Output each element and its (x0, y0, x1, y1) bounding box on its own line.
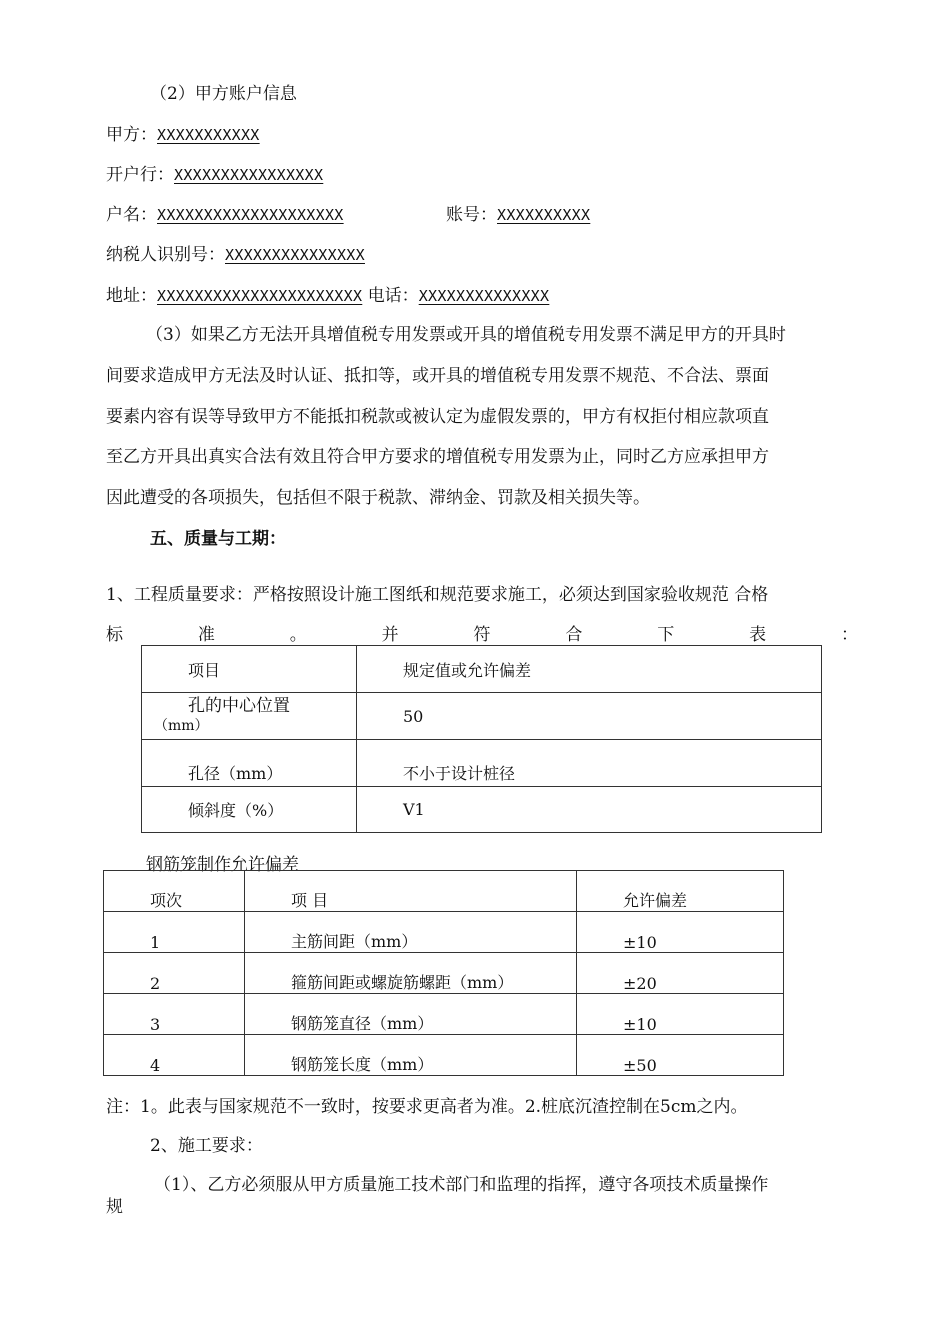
clause3-line5: 因此遭受的各项损失，包括但不限于税款、滞纳金、罚款及相关损失等。 (106, 488, 650, 508)
table-row (104, 994, 784, 1035)
tax-id-line (106, 240, 365, 265)
party-a-line (106, 120, 260, 145)
table-cell: 3 (104, 994, 245, 1035)
tax-id-label: 纳税人识别号： (106, 245, 225, 265)
table-cell: 钢筋笼长度（mm） (245, 1035, 577, 1076)
quality-char: 合 (565, 625, 583, 645)
table-note: 注：1。此表与国家规范不一致时，按要求更高者为准。2.桩底沉渣控制在5cm之内。 (106, 1097, 748, 1117)
quality-char: 下 (657, 625, 675, 645)
clause3-line3: 要素内容有误等导致甲方不能抵扣税款或被认定为虚假发票的，甲方有权拒付相应款项直 (106, 407, 769, 427)
table-cell: ±50 (577, 1035, 784, 1076)
quality-char: 。 (289, 625, 307, 645)
table-cell: 主筋间距（mm） (245, 912, 577, 953)
table-row (104, 912, 784, 953)
table-cell: ±10 (577, 994, 784, 1035)
clause3-line1: （3）如果乙方无法开具增值税专用发票或开具的增值税专用发票不满足甲方的开具时 (146, 325, 786, 345)
table-header-cell: 规定值或允许偏差 (357, 646, 822, 693)
bank-label: 开户行： (106, 165, 174, 185)
account-heading: （2）甲方账户信息 (150, 84, 297, 104)
table-header-cell: 项 目 (245, 871, 577, 912)
table-cell: 50 (357, 693, 822, 740)
table-row (104, 953, 784, 994)
quality-char: 符 (473, 625, 491, 645)
quality-line2 (106, 620, 858, 645)
table-row (142, 693, 822, 740)
section5-title: 五、质量与工期： (150, 529, 286, 549)
table-header-row (104, 871, 784, 912)
party-a-value: XXXXXXXXXXX (157, 126, 260, 144)
clause3-line2: 间要求造成甲方无法及时认证、抵扣等，或开具的增值税专用发票不规范、不合法、票面 (106, 366, 769, 386)
table-cell: 箍筋间距或螺旋筋螺距（mm） (245, 953, 577, 994)
quality-char: 准 (197, 625, 215, 645)
table-row (142, 787, 822, 833)
address-label: 地址： (106, 286, 157, 306)
table-cell: 孔径（mm） (142, 740, 357, 787)
quality-char: 标 (106, 625, 123, 645)
table-header-cell: 允许偏差 (577, 871, 784, 912)
party-a-label: 甲方： (106, 125, 157, 145)
table-cell: 不小于设计桩径 (357, 740, 822, 787)
account-name-value: XXXXXXXXXXXXXXXXXXXX (157, 206, 344, 224)
table-header-row (142, 646, 822, 693)
bank-line (106, 160, 323, 185)
table-header-cell: 项次 (104, 871, 245, 912)
quality-char: 表 (749, 625, 767, 645)
clause3-line4: 至乙方开具出真实合法有效且符合甲方要求的增值税专用发票为止，同时乙方应承担甲方 (106, 447, 769, 467)
table-cell: ±10 (577, 912, 784, 953)
requirement1-line1: （1）、乙方必须服从甲方质量施工技术部门和监理的指挥，遵守各项技术质量操作 (154, 1175, 769, 1195)
table-cell: 倾斜度（%） (142, 787, 357, 833)
table-cell: V1 (357, 787, 822, 833)
bank-value: XXXXXXXXXXXXXXXX (174, 166, 324, 184)
account-number-value: XXXXXXXXXX (497, 206, 591, 224)
table-row (142, 740, 822, 787)
address-line (106, 281, 549, 306)
table-cell: 4 (104, 1035, 245, 1076)
table-cell: 1 (104, 912, 245, 953)
phone-label: 电话： (367, 286, 419, 306)
table-cell-line: 孔的中心位置 (188, 696, 290, 716)
table-header-cell: 项目 (142, 646, 357, 693)
phone-value: XXXXXXXXXXXXXX (418, 287, 550, 305)
quality-char: 并 (381, 625, 399, 645)
table-cell: 2 (104, 953, 245, 994)
account-number-line (446, 200, 590, 225)
account-number-label: 账号： (446, 205, 497, 225)
account-name-label: 户名： (106, 205, 157, 225)
table-cell: ±20 (577, 953, 784, 994)
quality-line1: 1、工程质量要求：严格按照设计施工图纸和规范要求施工，必须达到国家验收规范 合格 (106, 585, 769, 605)
cage-tolerance-table (103, 870, 784, 1076)
table-cell: 钢筋笼直径（mm） (245, 994, 577, 1035)
table-cell-line: （mm） (154, 718, 209, 734)
account-name-line (106, 200, 344, 225)
tolerance-table (141, 645, 822, 833)
construction-title: 2、施工要求： (150, 1136, 263, 1156)
tax-id-value: XXXXXXXXXXXXXXX (225, 246, 365, 264)
requirement1-line2: 规 (106, 1197, 123, 1217)
table-cell (142, 693, 357, 740)
table2-caption: 钢筋笼制作允许偏差 (146, 855, 299, 875)
quality-char: ： (841, 625, 858, 645)
address-value: XXXXXXXXXXXXXXXXXXXXXX (157, 287, 363, 305)
table-row (104, 1035, 784, 1076)
